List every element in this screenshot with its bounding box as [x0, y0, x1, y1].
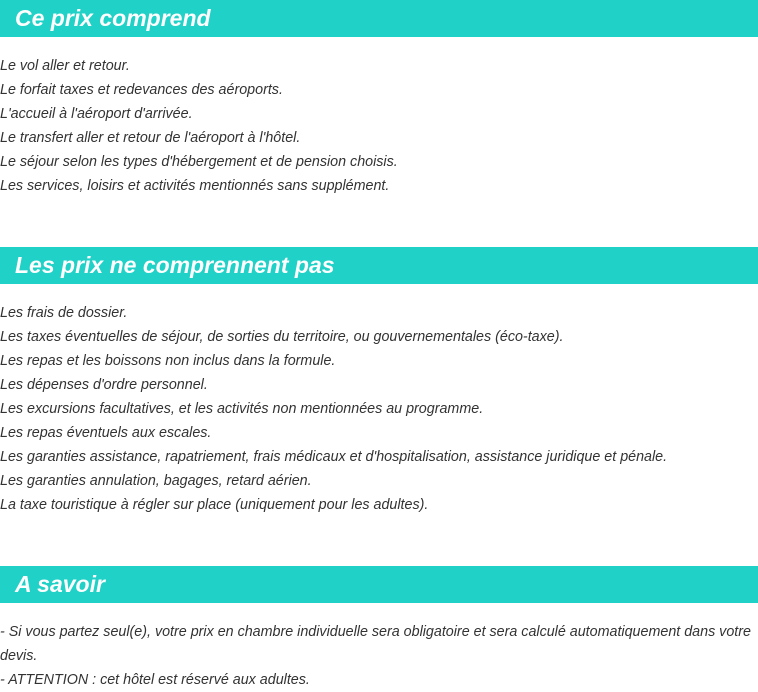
list-item: La taxe touristique à régler sur place (uniquement pour les adultes).: [0, 497, 429, 513]
list-item: Les services, loisirs et activités mentionnés sans supplément.: [0, 178, 390, 194]
list-item: Les dépenses d'ordre personnel.: [0, 377, 208, 393]
list-item: Les garanties annulation, bagages, retard aérien.: [0, 473, 312, 489]
list-item: Le forfait taxes et redevances des aéroports.: [0, 82, 283, 98]
list-item: Le séjour selon les types d'hébergement et de pension choisis.: [0, 154, 398, 170]
excluded-list: [0, 301, 758, 517]
included-list: [0, 54, 758, 198]
section-savoir: [0, 566, 758, 692]
savoir-paragraph: - Si vous partez seul(e), votre prix en chambre individuelle sera obligatoire et sera calculé automatiquement dans votre devis.: [0, 624, 751, 664]
list-item: Les garanties assistance, rapatriement, frais médicaux et d'hospitalisation, assistance juridique et pénale.: [0, 449, 668, 465]
section-header-savoir: A savoir: [0, 566, 758, 603]
list-item: Les excursions facultatives, et les activités non mentionnées au programme.: [0, 401, 484, 417]
list-item: Les repas et les boissons non inclus dans la formule.: [0, 353, 336, 369]
section-excluded: [0, 247, 758, 517]
list-item: Le vol aller et retour.: [0, 58, 130, 74]
list-item: Les taxes éventuelles de séjour, de sorties du territoire, ou gouvernementales (éco-taxe).: [0, 329, 564, 345]
section-header-excluded: Les prix ne comprennent pas: [0, 247, 758, 284]
section-included: [0, 0, 758, 198]
list-item: L'accueil à l'aéroport d'arrivée.: [0, 106, 193, 122]
list-item: Les frais de dossier.: [0, 305, 128, 321]
section-header-included: Ce prix comprend: [0, 0, 758, 37]
list-item: Les repas éventuels aux escales.: [0, 425, 212, 441]
savoir-text: [0, 620, 758, 692]
list-item: Le transfert aller et retour de l'aéroport à l'hôtel.: [0, 130, 301, 146]
savoir-paragraph: - ATTENTION : cet hôtel est réservé aux adultes.: [0, 672, 310, 688]
